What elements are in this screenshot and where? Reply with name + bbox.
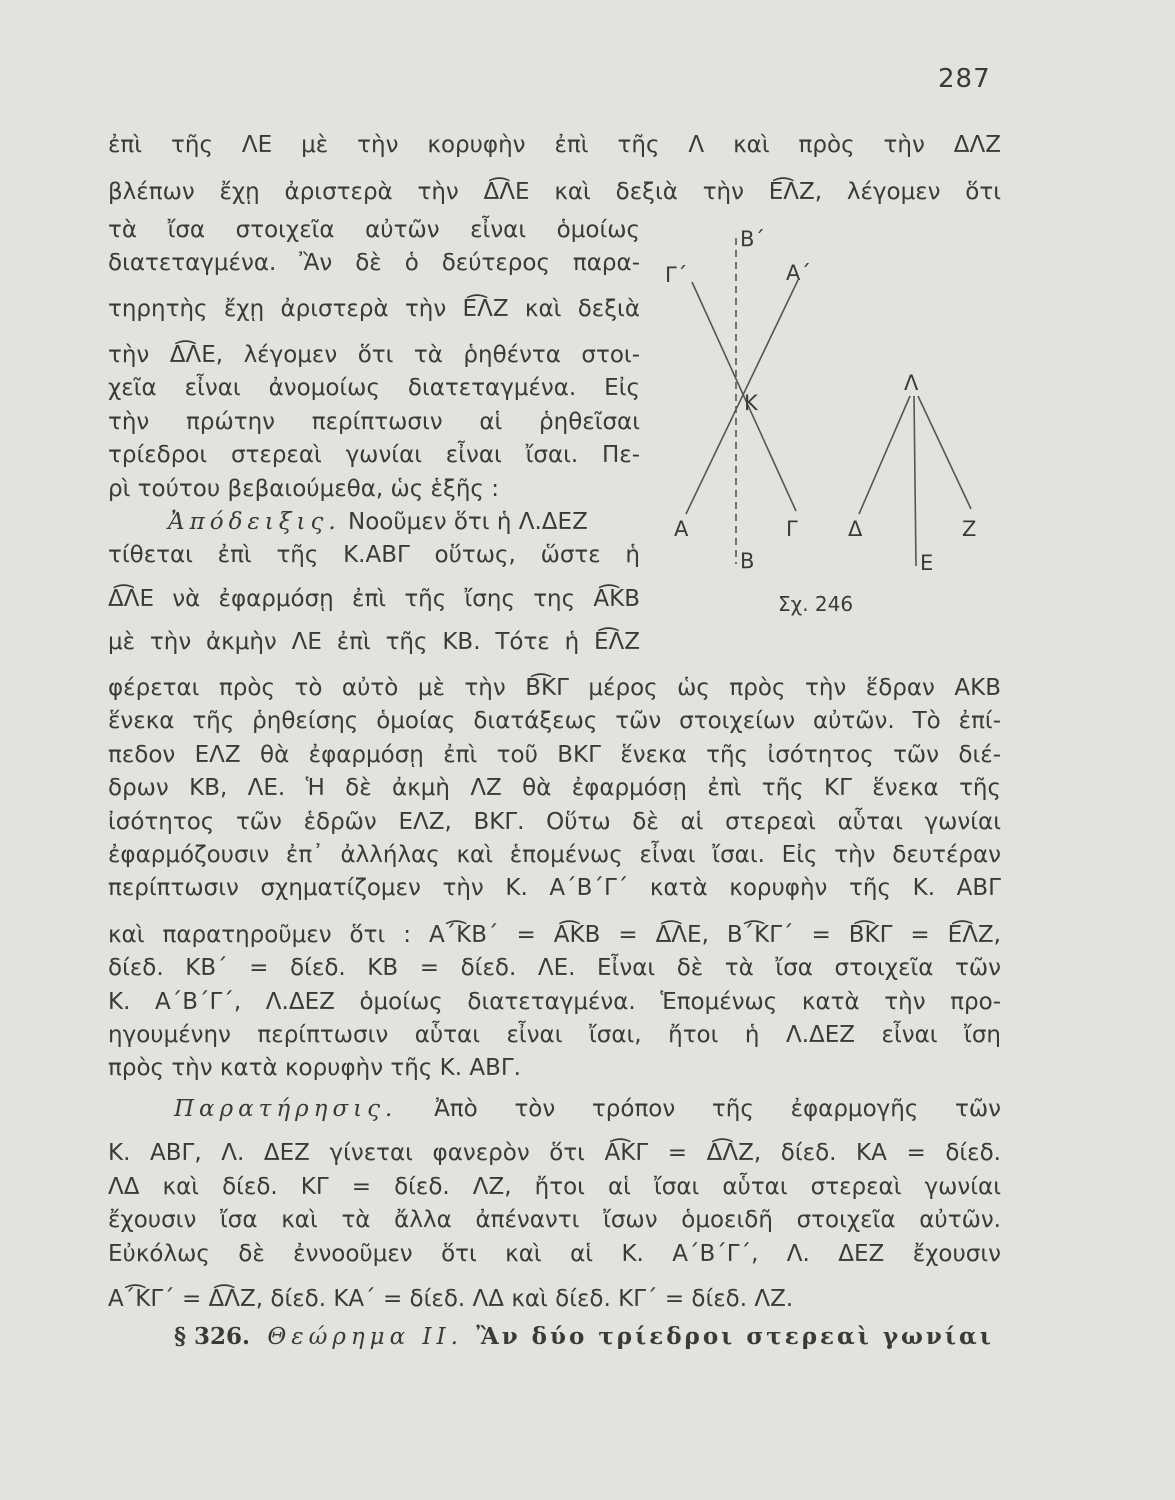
text-line: Κ. ΑΒΓ, Λ. ΔΕΖ γίνεται φανερὸν ὅτι Α͡ΚΓ = Δ͡ΛΖ, δίεδ. ΚΑ = δίεδ. <box>108 1140 1001 1166</box>
text-line: τηρητὴς ἔχῃ ἀριστερὰ τὴν Ε͡ΛΖ καὶ δεξιὰ <box>108 296 640 322</box>
label-k: Κ <box>744 391 758 415</box>
text-line: καὶ παρατηροῦμεν ὅτι : Α΄͡ΚΒ΄ = Α͡ΚΒ = Δ͡ΛΕ, Β΄͡ΚΓ΄ = Β͡ΚΓ = Ε͡ΛΖ, <box>108 922 1001 948</box>
section-number: § 326. <box>174 1323 251 1350</box>
remark-line <box>108 1094 1001 1124</box>
text-line: δρων ΚΒ, ΛΕ. Ἡ δὲ ἀκμὴ ΛΖ θὰ ἐφαρμόσῃ ἐπὶ τῆς ΚΓ ἕνεκα τῆς <box>108 775 1001 801</box>
text-line: περίπτωσιν σχηματίζομεν τὴν Κ. Α΄Β΄Γ΄ κατὰ κορυφὴν τῆς Κ. ΑΒΓ <box>108 875 1001 901</box>
text-line: τὴν Δ͡ΛΕ, λέγομεν ὅτι τὰ ῥηθέντα στοι- <box>108 342 640 368</box>
label-l: Λ <box>904 371 919 395</box>
text-line: ἰσότητος τῶν ἑδρῶν ΕΛΖ, ΒΚΓ. Οὕτω δὲ αἱ στερεαὶ αὗται γωνίαι <box>108 809 1001 835</box>
theorem-text: Ἂν δύο τρίεδροι στερεαὶ γωνίαι <box>476 1323 994 1350</box>
text-line: τὰ ἴσα στοιχεῖα αὐτῶν εἶναι ὁμοίως <box>108 217 640 243</box>
label-d: Δ <box>848 517 863 541</box>
proof-line <box>108 507 640 537</box>
text-line: πεδον ΕΛΖ θὰ ἐφαρμόσῃ ἐπὶ τοῦ ΒΚΓ ἕνεκα τῆς ἰσότητος τῶν διέ- <box>108 742 1001 768</box>
text-line: διατεταγμένα. Ἂν δὲ ὁ δεύτερος παρα- <box>108 250 640 276</box>
edge-L-E <box>914 396 916 566</box>
text-line: πρὸς τὴν κατὰ κορυφὴν τῆς Κ. ΑΒΓ. <box>108 1055 521 1081</box>
text-line: τρίεδροι στερεαὶ γωνίαι εἶναι ἴσαι. Πε- <box>108 442 640 468</box>
remark-heading: Παρατήρησις. <box>174 1096 398 1122</box>
figure-caption: Σχ. 246 <box>778 592 854 616</box>
text-line: μὲ τὴν ἀκμὴν ΛΕ ἐπὶ τῆς ΚΒ. Τότε ἡ Ε͡ΛΖ <box>108 629 640 655</box>
edge-L-Z <box>918 396 971 509</box>
label-b-prime: Β΄ <box>740 227 765 251</box>
text-line: Α΄͡ΚΓ΄ = Δ͡ΛΖ, δίεδ. ΚΑ΄ = δίεδ. ΛΔ καὶ δίεδ. ΚΓ΄ = δίεδ. ΛΖ. <box>108 1286 794 1312</box>
text-line: φέρεται πρὸς τὸ αὐτὸ μὲ τὴν Β͡ΚΓ μέρος ὡς πρὸς τὴν ἕδραν ΑΚΒ <box>108 675 1001 701</box>
text-line: τὴν πρώτην περίπτωσιν αἱ ῥηθεῖσαι <box>108 409 640 435</box>
label-g-prime: Γ΄ <box>665 263 688 287</box>
label-a: Α <box>674 517 689 541</box>
label-z: Ζ <box>962 517 977 541</box>
geometry-figure <box>650 218 1010 598</box>
label-a-prime: Α΄ <box>786 261 811 285</box>
edge-L-D <box>859 396 910 514</box>
text-line: Κ. Α΄Β΄Γ΄, Λ.ΔΕΖ ὁμοίως διατεταγμένα. Ἑπομένως κατὰ τὴν προ- <box>108 989 1001 1015</box>
text-line: τίθεται ἐπὶ τῆς Κ.ΑΒΓ οὕτως, ὥστε ἡ <box>108 542 640 568</box>
text-line: ἐπὶ τῆς ΛΕ μὲ τὴν κορυφὴν ἐπὶ τῆς Λ καὶ πρὸς τὴν ΔΛΖ <box>108 132 1001 158</box>
proof-text: Νοοῦμεν ὅτι ἡ Λ.ΔΕΖ <box>347 509 588 535</box>
theorem-title: Θεώρημα ΙΙ. <box>267 1324 463 1350</box>
proof-heading: Ἀπόδειξις. <box>168 509 341 535</box>
text-line: ΛΔ καὶ δίεδ. ΚΓ = δίεδ. ΛΖ, ἤτοι αἱ ἴσαι αὗται στερεαὶ γωνίαι <box>108 1174 1001 1200</box>
text-line: βλέπων ἔχῃ ἀριστερὰ τὴν Δ͡ΛΕ καὶ δεξιὰ τὴν Ε͡ΛΖ, λέγομεν ὅτι <box>108 179 1001 205</box>
text-line: ἕνεκα τῆς ῥηθείσης ὁμοίας διατάξεως τῶν στοιχείων αὐτῶν. Τὸ ἐπί- <box>108 708 1001 734</box>
page-number: 287 <box>938 64 991 94</box>
text-line: ἔχουσιν ἴσα καὶ τὰ ἄλλα ἀπέναντι ἴσων ὁμοειδῆ στοιχεῖα αὐτῶν. <box>108 1207 1001 1233</box>
text-line: δίεδ. ΚΒ΄ = δίεδ. ΚΒ = δίεδ. ΛΕ. Εἶναι δὲ τὰ ἴσα στοιχεῖα τῶν <box>108 955 1001 981</box>
label-g: Γ <box>786 517 798 541</box>
remark-text: Ἀπὸ τὸν τρόπον τῆς ἐφαρμογῆς τῶν <box>434 1096 1001 1122</box>
label-e: Ε <box>920 551 934 575</box>
theorem-line <box>108 1322 1001 1352</box>
text-line: ρὶ τούτου βεβαιούμεθα, ὡς ἑξῆς : <box>108 476 499 502</box>
label-b: Β <box>740 549 755 573</box>
text-line: ηγουμένην περίπτωσιν αὗται εἶναι ἴσαι, ἤτοι ἡ Λ.ΔΕΖ εἶναι ἴση <box>108 1022 1001 1048</box>
text-line: Δ͡ΛΕ νὰ ἐφαρμόσῃ ἐπὶ τῆς ἴσης της Α͡ΚΒ <box>108 586 640 612</box>
text-line: ἐφαρμόζουσιν ἐπ᾽ ἀλλήλας καὶ ἑπομένως εἶναι ἴσαι. Εἰς τὴν δευτέραν <box>108 842 1001 868</box>
text-line: Εὐκόλως δὲ ἐννοοῦμεν ὅτι καὶ αἱ Κ. Α΄Β΄Γ΄, Λ. ΔΕΖ ἔχουσιν <box>108 1241 1001 1267</box>
text-line: χεῖα εἶναι ἀνομοίως διατεταγμένα. Εἰς <box>108 375 640 401</box>
